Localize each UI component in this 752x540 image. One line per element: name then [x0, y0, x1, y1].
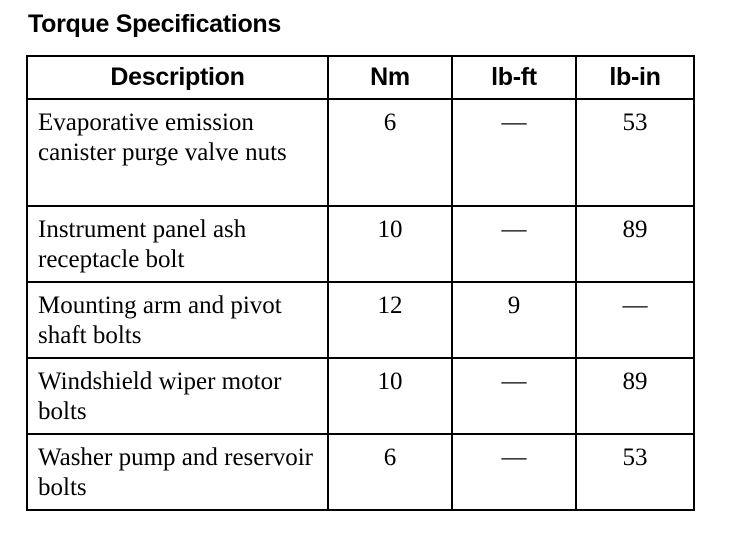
table-row — [27, 282, 694, 358]
nm-cell: 6 — [328, 434, 452, 510]
column-header-nm: Nm — [328, 56, 452, 99]
page-title: Torque Specifications — [28, 10, 282, 38]
lb-ft-cell: — — [452, 358, 576, 434]
torque-spec-table — [26, 55, 695, 511]
column-header-description: Description — [27, 56, 328, 99]
nm-cell: 10 — [328, 358, 452, 434]
lb-ft-cell: 9 — [452, 282, 576, 358]
lb-in-cell: 89 — [576, 206, 694, 282]
nm-cell: 10 — [328, 206, 452, 282]
lb-in-cell: 53 — [576, 99, 694, 206]
description-text: Washer pump and reservoir bolts — [38, 444, 313, 501]
lb-in-cell: 89 — [576, 358, 694, 434]
table-row — [27, 99, 694, 206]
table-row — [27, 358, 694, 434]
table-header-row — [27, 56, 694, 99]
nm-cell: 6 — [328, 99, 452, 206]
lb-in-cell: — — [576, 282, 694, 358]
lb-ft-cell: — — [452, 206, 576, 282]
table-row — [27, 434, 694, 510]
column-header-lb-in: lb-in — [576, 56, 694, 99]
lb-ft-cell: — — [452, 434, 576, 510]
description-text: Evaporative emission canister purge valve nuts — [38, 109, 287, 166]
nm-cell: 12 — [328, 282, 452, 358]
description-text: Mounting arm and pivot shaft bolts — [38, 292, 282, 349]
table-row — [27, 206, 694, 282]
description-text: Windshield wiper motor bolts — [38, 368, 282, 425]
description-cell — [27, 434, 328, 510]
description-cell — [27, 358, 328, 434]
column-header-lb-ft: lb-ft — [452, 56, 576, 99]
lb-ft-cell: — — [452, 99, 576, 206]
description-text: Instrument panel ash receptacle bolt — [38, 216, 247, 273]
description-cell — [27, 99, 328, 206]
description-cell — [27, 206, 328, 282]
lb-in-cell: 53 — [576, 434, 694, 510]
description-cell — [27, 282, 328, 358]
